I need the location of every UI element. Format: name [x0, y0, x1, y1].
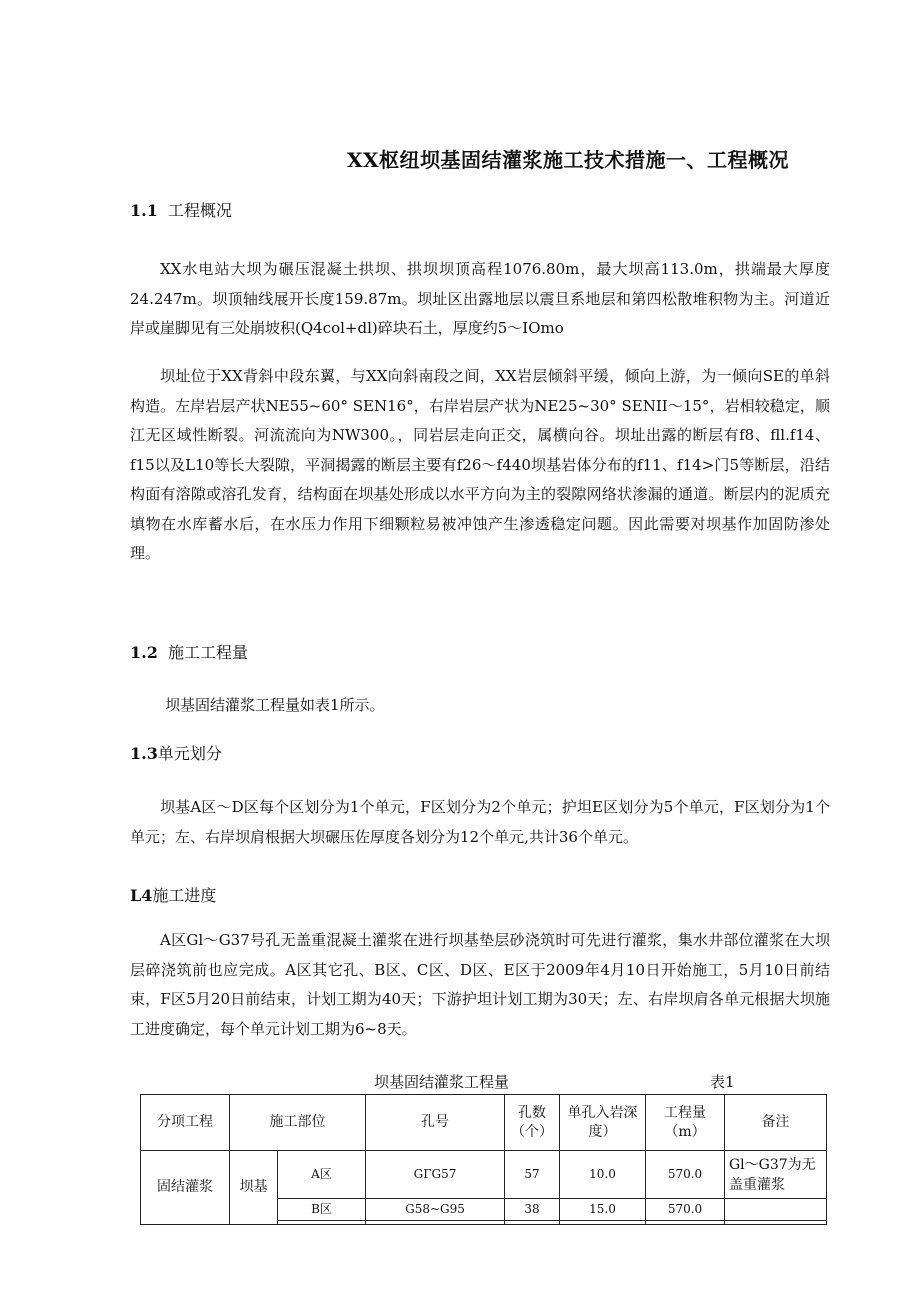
section-number: 1.3: [130, 744, 158, 763]
section-title: 单元划分: [157, 744, 222, 763]
paragraph: XX水电站大坝为碾压混凝土拱坝、拱坝坝顶高程1076.80m，最大坝高113.0m，拱端最大厚度24.247m。坝顶轴线展开长度159.87m。坝址区出露地层以震旦系地层和第四松散堆积物为主。河道近岸或崖脚见有三处崩坡积(Q4col+dl)碎块石土，厚度约5～IOmo: [130, 260, 830, 337]
paragraph: 坝基固结灌浆工程量如表1所示。: [165, 696, 385, 714]
table-number: 表1: [710, 1073, 735, 1091]
paragraph: 坝址位于XX背斜中段东翼，与XX向斜南段之间，XX岩层倾斜平缓，倾向上游，为一倾向SE的单斜构造。左岸岩层产状NE55~60° SEN16°，右岸岩层产状为NE25~30° SENII～15°，岩相较稳定，顺江无区域性断裂。河流流向为NW300。，同岩层走向正交，属横向谷。坝址出露的断层有f8、fll.f14、f15以及L10等长大裂隙，平洞揭露的断层主要有f26～f440坝基岩体分布的f11、f14>门5等断层，沿结构面有溶隙或溶孔发育，结构面在坝基处形成以水平方向为主的裂隙网络状渗漏的通道。断层内的泥质充填物在水库蓄水后，在水压力作用下细颗粒易被冲蚀产生渗透稳定问题。因此需要对坝基作加固防渗处理。: [130, 367, 830, 562]
cell-hole-no: GΓG57: [366, 1151, 505, 1199]
section-number: 1.1: [130, 201, 158, 220]
table-caption-title: 坝基固结灌浆工程量: [374, 1073, 510, 1091]
table-row: [141, 1151, 827, 1199]
cell-empty: [646, 1221, 725, 1225]
cell-note: [725, 1199, 827, 1221]
header-note: 备注: [725, 1095, 827, 1151]
section-heading-1-2: [130, 640, 248, 663]
section-title: 施工工程量: [168, 643, 249, 662]
cell-hole-count: 57: [505, 1151, 560, 1199]
header-depth: 单孔入岩深度）: [560, 1095, 646, 1151]
paragraph: A区Gl～G37号孔无盖重混凝土灌浆在进行坝基垫层砂浇筑时可先进行灌浆，集水井部位灌浆在大坝层碎浇筑前也应完成。A区其它孔、B区、C区、D区、E区于2009年4月10日开始施工，5月10日前结束，F区5月20日前结束，计划工期为40天；下游护坦计划工期为30天；左、右岸坝肩各单元根据大坝施工进度确定，每个单元计划工期为6~8天。: [130, 931, 830, 1038]
section-number: 1.2: [130, 643, 158, 662]
cell-quantity: 570.0: [646, 1199, 725, 1221]
header-hole-no: 孔号: [366, 1095, 505, 1151]
header-quantity: 工程量（m）: [646, 1095, 725, 1151]
cell-depth: 10.0: [560, 1151, 646, 1199]
cell-empty: [278, 1221, 366, 1225]
section-title: 工程概况: [168, 201, 233, 220]
cell-zone: A区: [278, 1151, 366, 1199]
cell-item: 固结灌浆: [141, 1151, 230, 1225]
cell-empty: [505, 1221, 560, 1225]
cell-quantity: 570.0: [646, 1151, 725, 1199]
cell-empty: [366, 1221, 505, 1225]
cell-zone: B区: [278, 1199, 366, 1221]
cell-hole-no: G58~G95: [366, 1199, 505, 1221]
cell-location: 坝基: [230, 1151, 278, 1225]
cell-empty: [725, 1221, 827, 1225]
paragraph: 坝基A区～D区每个区划分为1个单元，F区划分为2个单元；护坦E区划分为5个单元，F区划分为1个单元；左、右岸坝肩根据大坝碾压佐厚度各划分为12个单元,共计36个单元。: [130, 798, 830, 846]
cell-note: Gl～G37为无盖重灌浆: [725, 1151, 827, 1199]
quantity-table: [140, 1094, 827, 1225]
cell-depth: 15.0: [560, 1199, 646, 1221]
header-location: 施工部位: [230, 1095, 366, 1151]
section-heading-1-4: [130, 883, 216, 906]
header-hole-count: 孔数（个）: [505, 1095, 560, 1151]
table-header-row: [141, 1095, 827, 1151]
header-item: 分项工程: [141, 1095, 230, 1151]
document-title: XX枢纽坝基固结灌浆施工技术措施一、工程概况: [347, 148, 790, 172]
section-heading-1-1: [130, 198, 232, 221]
cell-empty: [560, 1221, 646, 1225]
table-caption: [140, 1071, 826, 1093]
cell-hole-count: 38: [505, 1199, 560, 1221]
section-number: L4: [130, 886, 153, 905]
section-heading-1-3: [130, 741, 222, 764]
section-title: 施工进度: [152, 886, 217, 905]
